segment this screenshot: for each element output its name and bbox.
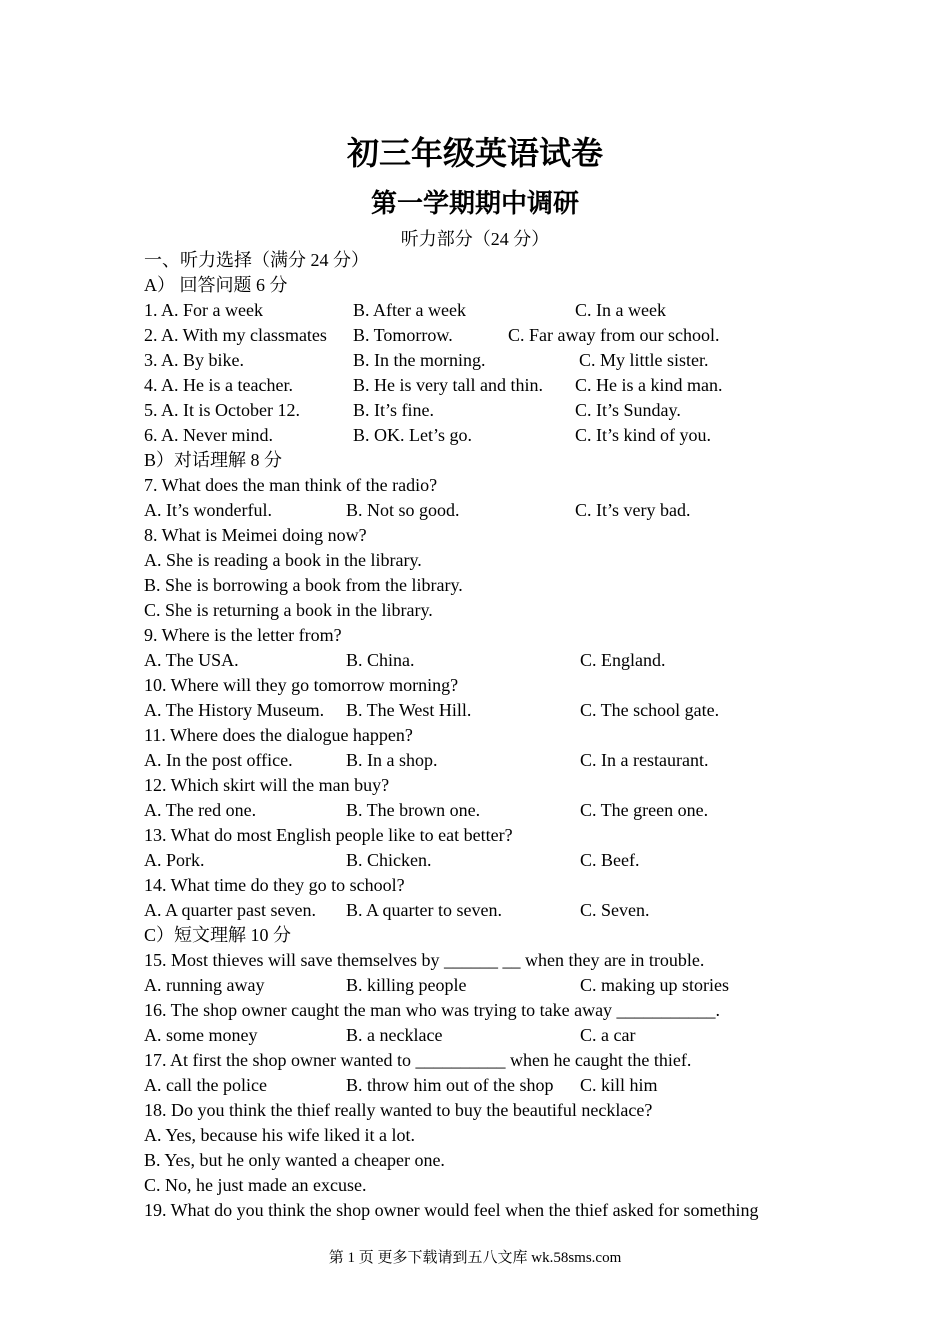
q12-question: 12. Which skirt will the man buy? [144, 775, 390, 795]
section-heading: 一、听力选择（满分 24 分） [144, 250, 369, 270]
section-c-heading: C）短文理解 10 分 [144, 925, 292, 945]
q16-option-b: B. a necklace [346, 1025, 443, 1045]
q17-option-c: C. kill him [580, 1075, 658, 1095]
q16-question: 16. The shop owner caught the man who was trying to take away ___________. [144, 1000, 721, 1020]
exam-subtitle: 第一学期期中调研 [370, 189, 579, 219]
q13-option-b: B. Chicken. [346, 850, 432, 870]
q4-option-b: B. He is very tall and thin. [353, 375, 543, 395]
q8-option-b: B. She is borrowing a book from the library. [144, 575, 463, 595]
q3-option-b: B. In the morning. [353, 350, 486, 370]
q14-question: 14. What time do they go to school? [144, 875, 405, 895]
q16-option-c: C. a car [580, 1025, 636, 1045]
q9-option-c: C. England. [580, 650, 666, 670]
q17-question: 17. At first the shop owner wanted to __________ when he caught the thief. [144, 1050, 692, 1070]
q9-option-b: B. China. [346, 650, 415, 670]
q6-option-c: C. It’s kind of you. [575, 425, 712, 445]
q6-option-b: B. OK. Let’s go. [353, 425, 472, 445]
q1-option-b: B. After a week [353, 300, 466, 320]
q17-option-b: B. throw him out of the shop [346, 1075, 554, 1095]
q2-option-a: 2. A. With my classmates [144, 325, 327, 345]
q7-option-b: B. Not so good. [346, 500, 460, 520]
q18-option-b: B. Yes, but he only wanted a cheaper one. [144, 1150, 445, 1170]
listening-part-heading: 听力部分（24 分） [400, 229, 550, 249]
q5-option-b: B. It’s fine. [353, 400, 434, 420]
q11-option-a: A. In the post office. [144, 750, 293, 770]
q18-option-c: C. No, he just made an excuse. [144, 1175, 367, 1195]
q8-option-a: A. She is reading a book in the library. [144, 550, 422, 570]
q14-option-a: A. A quarter past seven. [144, 900, 316, 920]
q15-option-a: A. running away [144, 975, 265, 995]
q5-option-c: C. It’s Sunday. [575, 400, 681, 420]
q7-option-c: C. It’s very bad. [575, 500, 691, 520]
q12-option-c: C. The green one. [580, 800, 709, 820]
q2-option-c: C. Far away from our school. [508, 325, 720, 345]
q17-option-a: A. call the police [144, 1075, 267, 1095]
q10-option-b: B. The West Hill. [346, 700, 472, 720]
q2-option-b: B. Tomorrow. [353, 325, 453, 345]
q3-option-c: C. My little sister. [579, 350, 709, 370]
q15-option-c: C. making up stories [580, 975, 729, 995]
q7-question: 7. What does the man think of the radio? [144, 475, 438, 495]
q13-question: 13. What do most English people like to eat better? [144, 825, 513, 845]
q1-option-a: 1. A. For a week [144, 300, 263, 320]
q14-option-c: C. Seven. [580, 900, 650, 920]
q8-option-c: C. She is returning a book in the library. [144, 600, 433, 620]
q12-option-b: B. The brown one. [346, 800, 481, 820]
q9-question: 9. Where is the letter from? [144, 625, 342, 645]
q13-option-a: A. Pork. [144, 850, 205, 870]
q10-option-a: A. The History Museum. [144, 700, 325, 720]
q18-question: 18. Do you think the thief really wanted to buy the beautiful necklace? [144, 1100, 653, 1120]
q13-option-c: C. Beef. [580, 850, 640, 870]
q11-question: 11. Where does the dialogue happen? [144, 725, 413, 745]
q4-option-c: C. He is a kind man. [575, 375, 723, 395]
q4-option-a: 4. A. He is a teacher. [144, 375, 293, 395]
q16-option-a: A. some money [144, 1025, 258, 1045]
q19-question: 19. What do you think the shop owner would feel when the thief asked for something [144, 1200, 759, 1220]
q3-option-a: 3. A. By bike. [144, 350, 245, 370]
q18-option-a: A. Yes, because his wife liked it a lot. [144, 1125, 415, 1145]
section-a-heading: A） 回答问题 6 分 [144, 275, 288, 295]
q9-option-a: A. The USA. [144, 650, 239, 670]
q14-option-b: B. A quarter to seven. [346, 900, 502, 920]
q15-question: 15. Most thieves will save themselves by ______ __ when they are in trouble. [144, 950, 705, 970]
q11-option-c: C. In a restaurant. [580, 750, 709, 770]
q6-option-a: 6. A. Never mind. [144, 425, 273, 445]
page-footer: 第 1 页 更多下载请到五八文库 wk.58sms.com [328, 1250, 622, 1266]
q10-option-c: C. The school gate. [580, 700, 720, 720]
q12-option-a: A. The red one. [144, 800, 257, 820]
q8-question: 8. What is Meimei doing now? [144, 525, 367, 545]
q1-option-c: C. In a week [575, 300, 666, 320]
q5-option-a: 5. A. It is October 12. [144, 400, 300, 420]
section-b-heading: B）对话理解 8 分 [144, 450, 283, 470]
q7-option-a: A. It’s wonderful. [144, 500, 272, 520]
q15-option-b: B. killing people [346, 975, 467, 995]
exam-title: 初三年级英语试卷 [346, 134, 603, 172]
q10-question: 10. Where will they go tomorrow morning? [144, 675, 459, 695]
q11-option-b: B. In a shop. [346, 750, 438, 770]
